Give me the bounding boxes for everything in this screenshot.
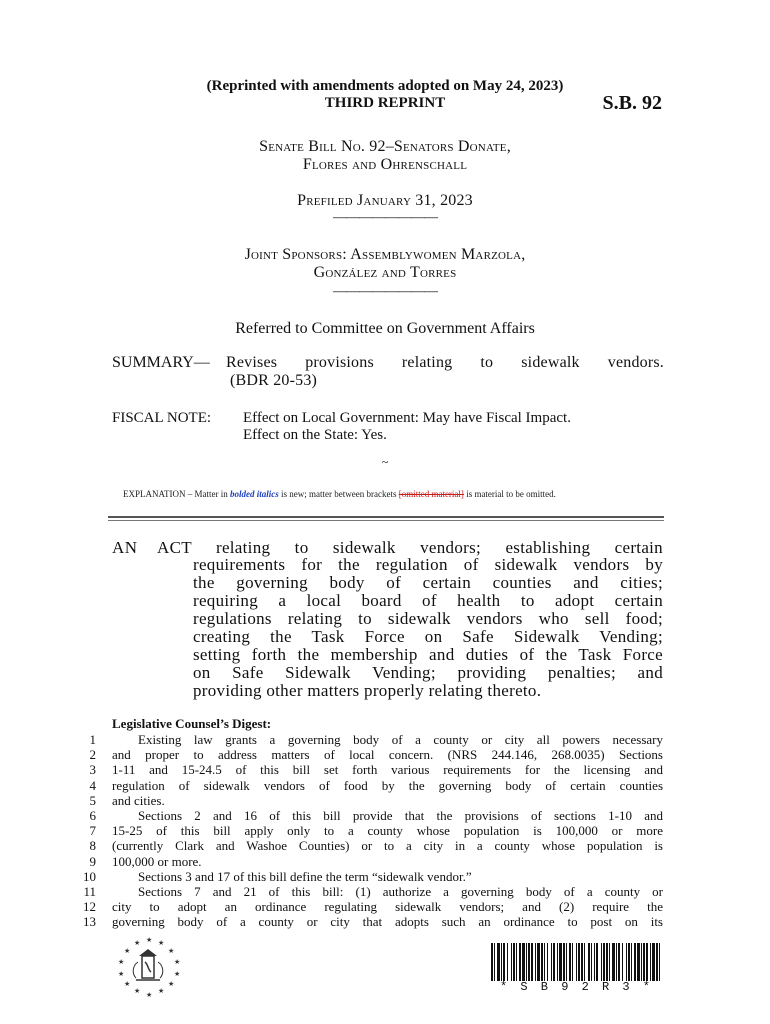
barcode-bar: [541, 943, 543, 981]
joint-sponsors-line-2: González and Torres: [313, 264, 457, 281]
barcode-bar: [606, 943, 608, 981]
line-number: 9: [89, 853, 96, 869]
barcode-bar: [576, 943, 577, 981]
digest-line: Sections 7 and 21 of this bill: (1) authorize a governing body of a county or: [138, 884, 663, 900]
line-number: 7: [89, 823, 96, 839]
barcode-bar: [507, 943, 508, 981]
joint-sponsors-line-1: Joint Sponsors: Assemblywomen Marzola,: [244, 246, 526, 263]
reprint-label: THIRD REPRINT: [324, 95, 446, 111]
barcode-bar: [572, 943, 573, 981]
header-rule-thin: [108, 520, 664, 521]
fiscal-line-1: Effect on Local Government: May have Fiscal Impact.: [243, 410, 571, 426]
barcode-bar: [637, 943, 640, 981]
barcode-bar: [581, 943, 583, 981]
svg-text:★: ★: [174, 958, 181, 966]
summary-text: [226, 354, 664, 390]
barcode-bar: [513, 943, 515, 981]
svg-text:★: ★: [146, 991, 153, 999]
svg-text:★: ★: [158, 987, 165, 995]
barcode-bar: [501, 943, 502, 981]
nevada-state-seal-icon: [112, 934, 184, 1000]
line-number: 10: [83, 868, 96, 884]
barcode-bar: [659, 943, 660, 981]
barcode-bar: [650, 943, 651, 981]
explanation-bold-italic: bolded italics: [230, 489, 279, 499]
barcode-bar: [551, 943, 552, 981]
explanation-suffix: is material to be omitted.: [463, 489, 556, 499]
barcode-bar: [526, 943, 527, 981]
summary-line-1: Revises provisions relating to sidewalk vendors.: [226, 354, 664, 371]
line-number: 3: [89, 762, 96, 778]
barcode-bar: [491, 943, 493, 981]
barcode-bar: [601, 943, 602, 981]
digest-line: Existing law grants a governing body of a county or city all powers necessary: [138, 732, 663, 747]
line-number: 5: [89, 792, 96, 808]
line-number: 11: [83, 884, 96, 900]
svg-text:★: ★: [124, 980, 131, 988]
barcode-bar: [646, 943, 648, 981]
barcode: [490, 943, 663, 983]
digest-line: Sections 2 and 16 of this bill provide that the provisions of sections 1-10 and: [138, 808, 663, 824]
barcode-bar: [634, 943, 636, 981]
explanation-middle: is new; matter between brackets: [278, 489, 399, 499]
line-number: 4: [89, 777, 96, 793]
digest-line: governing body of a county or city that adopts such an ordinance to post on its: [112, 914, 663, 930]
digest-line: 15-25 of this bill apply only to a county whose population is 100,000 or more: [112, 823, 663, 839]
act-line: on Safe Sidewalk Vending; providing penalties; and: [193, 663, 663, 682]
line-number: 8: [89, 838, 96, 854]
tilde-separator: ~: [381, 455, 389, 469]
fiscal-note-label: FISCAL NOTE:: [112, 410, 212, 426]
divider-2: ————————: [333, 284, 437, 299]
line-numbers: [66, 732, 96, 930]
barcode-bar: [544, 943, 545, 981]
act-an: AN: [112, 538, 138, 557]
barcode-bar: [547, 943, 548, 981]
barcode-bar: [612, 943, 615, 981]
svg-text:★: ★: [118, 958, 125, 966]
act-body: [193, 556, 663, 700]
sponsor-line-1: Senate Bill No. 92–Senators Donate,: [259, 138, 511, 155]
digest-line: and cities.: [112, 792, 165, 808]
barcode-bar: [641, 943, 642, 981]
divider-1: ————————: [333, 210, 437, 225]
svg-text:★: ★: [168, 947, 175, 955]
line-number: 1: [89, 732, 96, 747]
committee-referral: Referred to Committee on Government Affairs: [235, 320, 535, 337]
act-line: setting forth the membership and duties of the Task Force: [193, 645, 663, 664]
svg-text:★: ★: [124, 947, 131, 955]
barcode-bar: [497, 943, 500, 981]
barcode-bar: [609, 943, 610, 981]
barcode-bar: [596, 943, 598, 981]
barcode-bar: [553, 943, 555, 981]
digest-line: (currently Clark and Washoe Counties) or to a city in a county whose population is: [112, 838, 663, 854]
barcode-bar: [559, 943, 562, 981]
sponsor-line-2: Flores and Ohrenschall: [302, 156, 468, 173]
barcode-bar: [528, 943, 530, 981]
barcode-bar: [535, 943, 536, 981]
digest-line: Sections 3 and 17 of this bill define the term “sidewalk vendor.”: [138, 868, 472, 884]
barcode-bar: [631, 943, 632, 981]
fiscal-note-text: [243, 410, 571, 444]
prefiled-date: Prefiled January 31, 2023: [297, 192, 473, 209]
barcode-bar: [569, 943, 571, 981]
barcode-bar: [591, 943, 592, 981]
barcode-bar: [537, 943, 540, 981]
digest-title: Legislative Counsel’s Digest:: [112, 716, 272, 731]
svg-text:★: ★: [134, 939, 141, 947]
barcode-bar: [652, 943, 655, 981]
barcode-bar: [531, 943, 533, 981]
act-line: providing other matters properly relating thereto.: [193, 681, 542, 700]
barcode-bar: [643, 943, 645, 981]
barcode-bar: [626, 943, 627, 981]
barcode-bar: [494, 943, 495, 981]
barcode-bar: [563, 943, 565, 981]
barcode-bar: [603, 943, 605, 981]
svg-text:★: ★: [118, 970, 125, 978]
svg-text:★: ★: [158, 939, 165, 947]
barcode-bar: [616, 943, 617, 981]
barcode-bar: [578, 943, 580, 981]
reprint-note: (Reprinted with amendments adopted on May 24, 2023): [206, 78, 564, 94]
barcode-text: * S B 9 2 R 3 *: [499, 980, 654, 994]
line-number: 13: [83, 914, 96, 930]
act-line: creating the Task Force on Safe Sidewalk Vending;: [193, 627, 663, 646]
act-line: regulations relating to sidewalk vendors who sell food;: [193, 609, 663, 628]
digest-line: city to adopt an ordinance regulating sidewalk vendors; and (2) require the: [112, 899, 663, 915]
act-line: the governing body of certain counties and cities;: [193, 573, 663, 592]
line-number: 12: [83, 899, 96, 915]
explanation-note: [123, 489, 556, 499]
line-number: 6: [89, 808, 96, 824]
barcode-bar: [618, 943, 620, 981]
barcode-bar: [656, 943, 658, 981]
summary-label: SUMMARY—: [112, 354, 210, 371]
act-line: requiring a local board of health to adopt certain: [193, 591, 663, 610]
barcode-bar: [511, 943, 512, 981]
summary-line-2: (BDR 20-53): [230, 372, 318, 389]
barcode-bar: [628, 943, 630, 981]
svg-text:★: ★: [168, 980, 175, 988]
svg-text:★: ★: [146, 936, 153, 944]
digest-line: 100,000 or more.: [112, 853, 202, 869]
bill-id: S.B. 92: [602, 92, 662, 114]
line-number: 2: [89, 747, 96, 763]
barcode-bar: [503, 943, 505, 981]
digest-line: and proper to address matters of local concern. (NRS 244.146, 268.0035) Sections: [112, 747, 663, 763]
barcode-bar: [522, 943, 525, 981]
barcode-bar: [566, 943, 567, 981]
barcode-bar: [516, 943, 517, 981]
act-line: requirements for the regulation of sidewalk vendors by: [193, 555, 663, 574]
fiscal-line-2: Effect on the State: Yes.: [243, 427, 387, 443]
explanation-omitted: [omitted material]: [398, 489, 464, 499]
digest-line: 1-11 and 15-24.5 of this bill set forth various requirements for the licensing and: [112, 762, 663, 778]
barcode-bar: [584, 943, 585, 981]
header-rule-thick: [108, 516, 664, 518]
barcode-bar: [557, 943, 558, 981]
act-first-line: ACT relating to sidewalk vendors; establishing certain: [157, 538, 663, 557]
digest-line: regulation of sidewalk vendors of food by the governing body of certain counties: [112, 777, 663, 793]
digest-body: [112, 732, 663, 930]
barcode-bar: [594, 943, 595, 981]
svg-text:★: ★: [134, 987, 141, 995]
barcode-bar: [588, 943, 590, 981]
svg-text:★: ★: [174, 970, 181, 978]
explanation-prefix: EXPLANATION – Matter in: [123, 489, 230, 499]
barcode-bar: [622, 943, 623, 981]
barcode-bar: [519, 943, 521, 981]
